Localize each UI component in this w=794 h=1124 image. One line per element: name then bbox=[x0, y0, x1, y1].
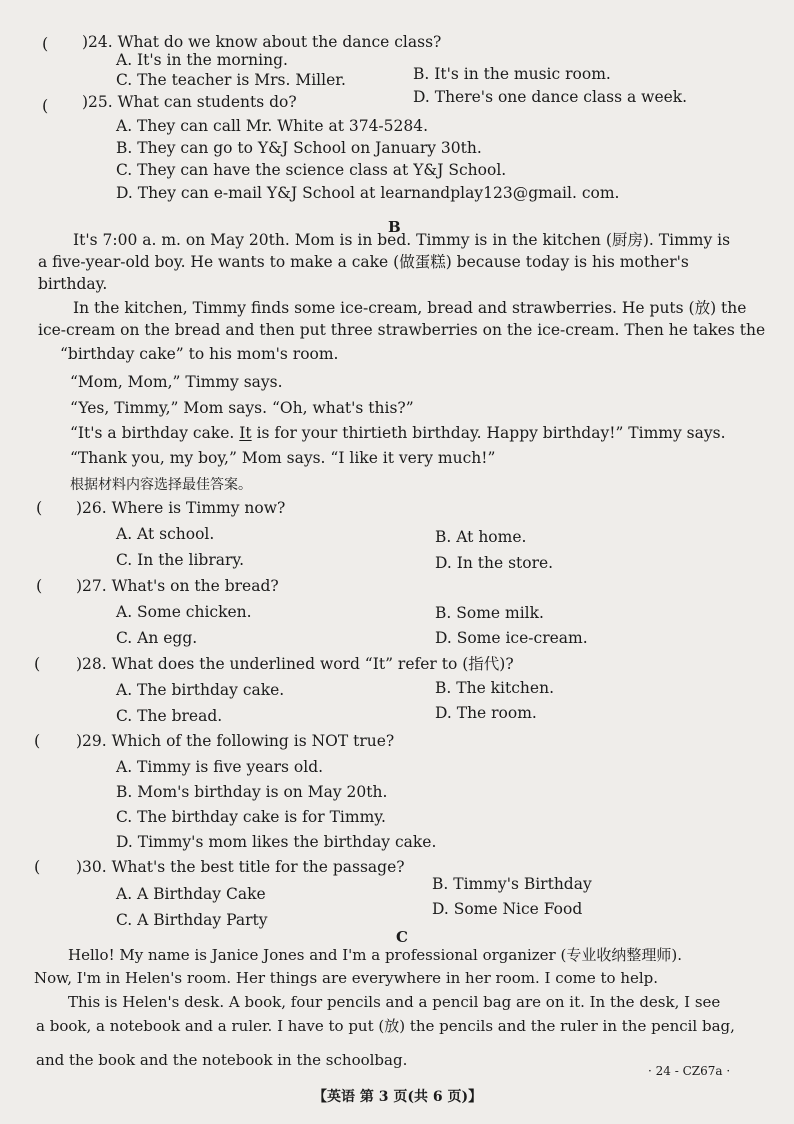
line-text: “It's a birthday cake. bbox=[70, 424, 240, 442]
page-footer: 【英语 第 3 页(共 6 页)】 bbox=[313, 1089, 483, 1105]
q30-option-b: B. Timmy's Birthday bbox=[432, 875, 592, 893]
q26-option-d: D. In the store. bbox=[435, 554, 554, 572]
answer-bracket: ( bbox=[36, 576, 43, 595]
q24-option-b: B. It's in the music room. bbox=[413, 65, 611, 83]
q28-option-b: B. The kitchen. bbox=[435, 679, 554, 697]
q25-option-a: A. They can call Mr. White at 374-5284. bbox=[116, 117, 429, 135]
passage-c-line: and the book and the notebook in the schoolbag. bbox=[36, 1051, 408, 1069]
passage-c-line: Hello! My name is Janice Jones and I'm a professional organizer (专业收纳整理师). bbox=[68, 946, 682, 964]
passage-b-line: In the kitchen, Timmy finds some ice-cream, bread and strawberries. He puts (放) the bbox=[73, 299, 747, 317]
passage-c-line: This is Helen's desk. A book, four pencils and a pencil bag are on it. In the desk, I see bbox=[68, 993, 721, 1011]
passage-b-line: “Mom, Mom,” Timmy says. bbox=[70, 373, 283, 391]
underlined-word-it: It bbox=[239, 424, 252, 442]
instruction: 根据材料内容选择最佳答案。 bbox=[70, 477, 252, 493]
q28-option-d: D. The room. bbox=[435, 704, 537, 722]
section-c-heading: C bbox=[396, 928, 408, 946]
q29-option-c: C. The birthday cake is for Timmy. bbox=[116, 808, 386, 826]
q27-option-d: D. Some ice-cream. bbox=[435, 629, 588, 647]
passage-b-line: “birthday cake” to his mom's room. bbox=[60, 345, 339, 363]
q30-option-a: A. A Birthday Cake bbox=[116, 885, 266, 903]
question-28: )28. What does the underlined word “It” refer to (指代)? bbox=[76, 655, 514, 673]
q25-option-b: B. They can go to Y&J School on January 30th. bbox=[116, 139, 482, 157]
q29-option-b: B. Mom's birthday is on May 20th. bbox=[116, 783, 388, 801]
q24-option-c: C. The teacher is Mrs. Miller. bbox=[116, 71, 346, 89]
q26-option-b: B. At home. bbox=[435, 528, 527, 546]
section-b-heading: B bbox=[388, 218, 401, 236]
answer-bracket: ( bbox=[34, 654, 41, 673]
passage-c-line: Now, I'm in Helen's room. Her things are everywhere in her room. I come to help. bbox=[34, 969, 659, 987]
passage-b-line: ice-cream on the bread and then put three strawberries on the ice-cream. Then he takes the bbox=[38, 321, 766, 339]
answer-bracket: ( bbox=[34, 731, 41, 750]
q28-option-a: A. The birthday cake. bbox=[116, 681, 285, 699]
q30-option-d: D. Some Nice Food bbox=[432, 900, 583, 918]
passage-b-line: birthday. bbox=[38, 275, 108, 293]
question-25: )25. What can students do? bbox=[82, 93, 297, 111]
question-27: )27. What's on the bread? bbox=[76, 577, 279, 595]
q28-option-c: C. The bread. bbox=[116, 707, 223, 725]
q26-option-c: C. In the library. bbox=[116, 551, 245, 569]
question-26: )26. Where is Timmy now? bbox=[76, 499, 286, 517]
paper-code: · 24 - CZ67a · bbox=[648, 1064, 731, 1078]
answer-bracket: ( bbox=[34, 857, 41, 876]
q25-option-c: C. They can have the science class at Y&J School. bbox=[116, 161, 507, 179]
line-text: is for your thirtieth birthday. Happy birthday!” Timmy says. bbox=[251, 424, 726, 442]
q27-option-c: C. An egg. bbox=[116, 629, 198, 647]
q30-option-c: C. A Birthday Party bbox=[116, 911, 268, 929]
passage-b-line: a five-year-old boy. He wants to make a cake (做蛋糕) because today is his mother's bbox=[38, 253, 689, 271]
passage-b-line-underlined bbox=[70, 423, 726, 443]
question-30: )30. What's the best title for the passage? bbox=[76, 858, 405, 876]
passage-b-line: “Thank you, my boy,” Mom says. “I like it very much!” bbox=[70, 449, 496, 467]
q29-option-a: A. Timmy is five years old. bbox=[116, 758, 324, 776]
q24-option-a: A. It's in the morning. bbox=[116, 51, 288, 69]
q29-option-d: D. Timmy's mom likes the birthday cake. bbox=[116, 833, 437, 851]
question-24: )24. What do we know about the dance class? bbox=[82, 33, 442, 51]
q27-option-a: A. Some chicken. bbox=[116, 603, 252, 621]
answer-bracket: ( bbox=[36, 498, 43, 517]
passage-b-line: It's 7:00 a. m. on May 20th. Mom is in bed. Timmy is in the kitchen (厨房). Timmy is bbox=[73, 231, 731, 249]
passage-c-line: a book, a notebook and a ruler. I have to put (放) the pencils and the ruler in the pencil bag, bbox=[36, 1017, 735, 1035]
passage-b-line: “Yes, Timmy,” Mom says. “Oh, what's this?” bbox=[70, 399, 414, 417]
question-29: )29. Which of the following is NOT true? bbox=[76, 732, 395, 750]
answer-bracket: ( bbox=[42, 34, 49, 53]
q27-option-b: B. Some milk. bbox=[435, 604, 544, 622]
q24-option-d: D. There's one dance class a week. bbox=[413, 88, 688, 106]
q25-option-d: D. They can e-mail Y&J School at learnandplay123@gmail. com. bbox=[116, 184, 620, 202]
q26-option-a: A. At school. bbox=[116, 525, 215, 543]
answer-bracket: ( bbox=[42, 96, 49, 115]
